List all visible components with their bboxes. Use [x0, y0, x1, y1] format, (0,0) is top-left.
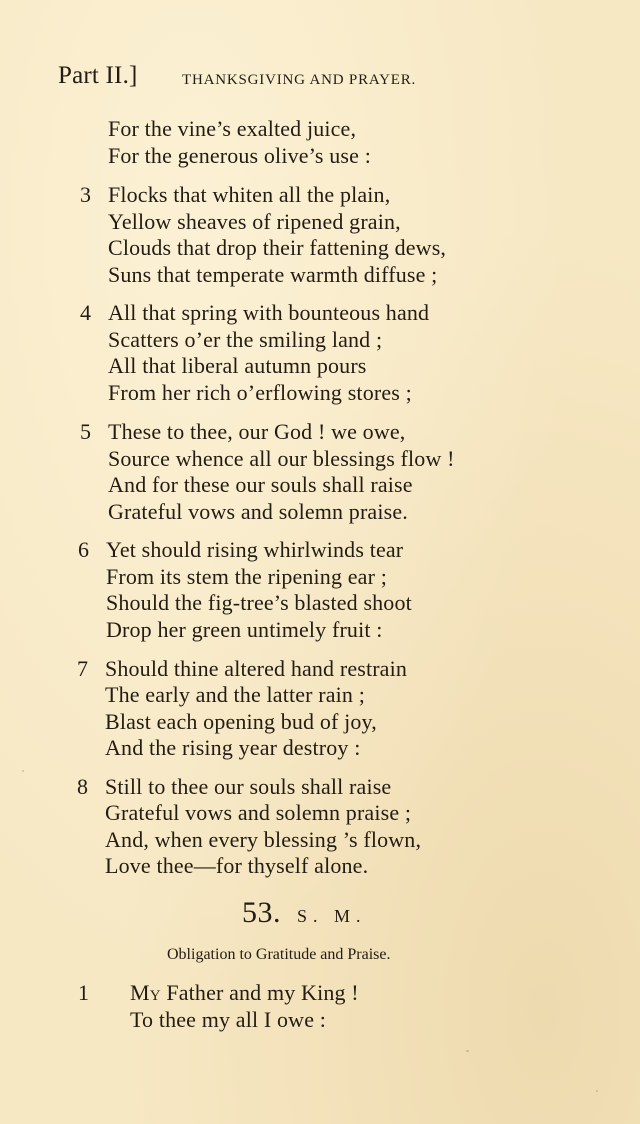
- verse-line: Still to thee our souls shall raise: [105, 774, 392, 799]
- verse-line: Grateful vows and solemn praise.: [108, 499, 408, 524]
- verse-line: Clouds that drop their fattening dews,: [108, 235, 447, 260]
- paper-speck: [466, 1050, 469, 1052]
- verse-line: For the vine’s exalted juice,: [108, 116, 357, 141]
- verse-line: All that spring with bounteous hand: [108, 300, 430, 325]
- stanza-number: 8: [77, 774, 88, 799]
- stanza-number: 6: [78, 537, 89, 562]
- stanza-number: 4: [80, 300, 91, 325]
- verse-line: For the generous olive’s use :: [108, 143, 371, 168]
- verse-line: Should thine altered hand restrain: [105, 656, 408, 681]
- verse-line: Scatters o’er the smiling land ;: [108, 327, 383, 352]
- hymn-number: 53.: [242, 896, 281, 929]
- verse-line: All that liberal autumn pours: [108, 353, 367, 378]
- hymn-heading: [242, 896, 367, 930]
- verse-line: [130, 980, 359, 1006]
- verse-line: Should the fig-tree’s blasted shoot: [106, 590, 412, 615]
- stanza-number: 1: [78, 980, 89, 1005]
- verse-line-rest: Father and my King !: [160, 980, 359, 1005]
- verse-line: The early and the latter rain ;: [105, 682, 365, 707]
- running-title: THANKSGIVING AND PRAYER.: [182, 72, 417, 88]
- verse-line: Suns that temperate warmth diffuse ;: [108, 262, 438, 287]
- verse-line: And, when every blessing ’s flown,: [105, 827, 422, 852]
- verse-line: Drop her green untimely fruit :: [106, 617, 383, 642]
- verse-line: Yet should rising whirlwinds tear: [106, 537, 404, 562]
- verse-line: From her rich o’erflowing stores ;: [108, 380, 412, 405]
- verse-line: And for these our souls shall raise: [108, 472, 413, 497]
- verse-line: Grateful vows and solemn praise ;: [105, 800, 412, 825]
- hymn-subtitle: Obligation to Gratitude and Praise.: [167, 946, 391, 963]
- stanza-number: 3: [80, 182, 91, 207]
- verse-line: To thee my all I owe :: [130, 1007, 327, 1032]
- verse-line: From its stem the ripening ear ;: [106, 564, 387, 589]
- paper-speck: [22, 770, 24, 772]
- stanza-number: 7: [77, 656, 88, 681]
- hymn-meter: S. M.: [297, 906, 367, 926]
- verse-line: These to thee, our God ! we owe,: [108, 419, 406, 444]
- verse-line: Blast each opening bud of joy,: [105, 709, 377, 734]
- running-header: [58, 62, 498, 98]
- verse-line: And the rising year destroy :: [105, 735, 361, 760]
- part-label: Part II.]: [58, 62, 138, 89]
- verse-line: Yellow sheaves of ripened grain,: [108, 209, 401, 234]
- verse-first-word: My: [130, 980, 161, 1005]
- stanza-number: 5: [80, 419, 91, 444]
- paper-speck: [596, 1090, 598, 1092]
- verse-line: Flocks that whiten all the plain,: [108, 182, 391, 207]
- verse-line: Love thee—for thyself alone.: [105, 853, 369, 878]
- verse-line: Source whence all our blessings flow !: [108, 446, 455, 471]
